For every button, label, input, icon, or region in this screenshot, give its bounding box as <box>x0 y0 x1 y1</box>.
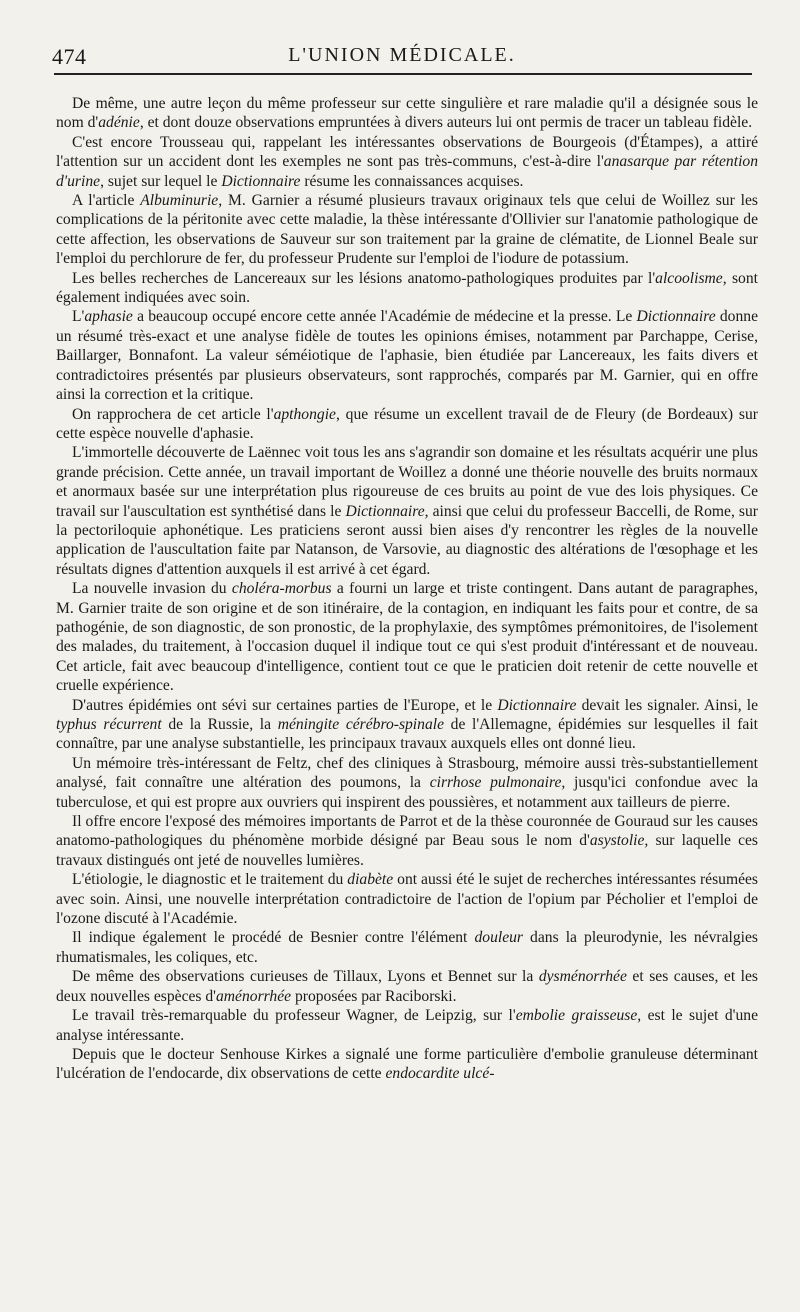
italic-term: Dictionnaire, <box>345 502 429 520</box>
italic-term: asystolie, <box>589 832 649 850</box>
text-run: est le sujet d'une analyse intéressante. <box>56 1007 758 1044</box>
text-run: donne un résumé très-exact et une analyse fidèle de toutes les opinions émises, notamment par Parchappe, Cerise, Baillarger, Bonnafont. La valeur séméiotique de l'aphasie, bien étudiée par Lancereaux, les faits divers et contradictoires présentés par plusieurs observateurs, sont rapprochés, comparés par M. Garnier, qui en offre ainsi la correction et la critique. <box>56 308 758 404</box>
text-run: De même des observations curieuses de Tillaux, Lyons et Bennet sur la <box>72 968 539 986</box>
italic-term: diabète <box>347 871 394 889</box>
text-run: , et dont douze observations empruntées à divers auteurs lui ont permis de tracer un tableau fidèle. <box>139 114 753 132</box>
paragraph <box>56 754 758 812</box>
paragraph <box>56 133 758 191</box>
text-run: , sujet sur lequel le <box>100 172 222 190</box>
italic-term: méningite cérébro-spinale <box>277 716 444 733</box>
italic-term: choléra-morbus <box>231 580 332 598</box>
text-run: Il offre encore l'exposé des mémoires importants de Parrot et de la thèse couronnée de Gouraud sur les causes anatomo-pathologiques du phénomène morbide désigné par Beau sous le nom d' <box>56 813 758 850</box>
italic-term: aménorrhée <box>216 987 292 1005</box>
text-run: ainsi que celui du professeur Baccelli, de Rome, sur la pectoriloquie aphonétique. Les praticiens seront aussi bien aises d'y rencontrer les règles de la nouvelle application de l'auscultation faite par Natanson, de Varsovie, au diagnostic des altérations de l'œsophage et les résultats dignes d'attention auxquels il est arrivé à cet égard. <box>56 502 758 578</box>
paragraph <box>56 405 758 444</box>
text-run: Le travail très-remarquable du professeur Wagner, de Leipzig, sur l' <box>72 1007 516 1025</box>
journal-title: L'UNION MÉDICALE. <box>288 44 516 66</box>
paragraph <box>56 269 758 308</box>
text-run: , M. Garnier a résumé plusieurs travaux originaux tels que celui de Woillez sur les complications de la péritonite avec cette maladie, la thèse intéressante d'Ollivier sur l'anatomie pathologique de cette affection, les observations de Sauveur sur son traitement par la graine de clématite, de Lionnel Beale sur l'emploi du perchlorure de fer, du professeur Prudente sur l'emploi de l'iodure de potassium. <box>56 192 758 268</box>
text-run: Les belles recherches de Lancereaux sur les lésions anatomo-pathologiques produites par l' <box>72 269 656 287</box>
italic-term: alcoolisme, <box>655 269 727 287</box>
text-run: a fourni un large et triste contingent. Dans autant de paragraphes, M. Garnier traite de son origine et de son itinéraire, de la contagion, en indiquant les faits pour et contre, de sa pathogénie, de son diagnostic, de son pronostic, de la prophylaxie, des symptômes prémonitoires, de l'isolement des malades, du traitement, à l'occasion duquel il indique tout ce qui s'est produit d'intéressant et de nouveau. Cet article, fait avec beaucoup d'intelligence, contient tout ce que le praticien doit retenir de cette nouvelle et cruelle expérience. <box>56 580 758 695</box>
italic-term: Albuminurie <box>140 192 219 210</box>
text-run: Il indique également le procédé de Besnier contre l'élément <box>72 929 475 947</box>
paragraph <box>56 812 758 870</box>
article-body <box>56 94 758 1084</box>
paragraph <box>56 94 758 133</box>
text-run: résume les connaissances acquises. <box>300 172 524 190</box>
text-run: jusqu'ici confondue avec la tuberculose, et qui est propre aux ouvriers qui inspirent des poussières, et notamment aux tailleurs de pierre. <box>56 774 759 811</box>
text-run: dans la pleurodynie, les névralgies rhumatismales, les coliques, etc. <box>56 929 758 966</box>
italic-term: embolie graisseuse, <box>515 1007 642 1025</box>
italic-term: endocardite ulcé- <box>385 1065 495 1083</box>
text-run: proposées par Raciborski. <box>291 987 457 1005</box>
text-run: ont aussi été le sujet de recherches intéressantes résumées avec soin. Ainsi, une nouvelle interprétation contradictoire de l'action de l'opium par Pécholier et l'emploi de l'ozone discuté à l'Académie. <box>56 871 759 928</box>
paragraph <box>56 443 758 579</box>
italic-term: anasarque par rétention d'urine <box>56 153 758 190</box>
page-number: 474 <box>52 44 87 69</box>
italic-term: typhus récurrent <box>56 716 162 733</box>
italic-term: douleur <box>474 929 523 947</box>
text-run: La nouvelle invasion du <box>72 580 232 598</box>
paragraph <box>56 1045 758 1084</box>
text-run: De même, une autre leçon du même professeur sur cette singulière et rare maladie qu'il a désignée sous le nom d' <box>56 95 758 132</box>
text-run: A l'article <box>72 192 141 210</box>
paragraph <box>56 191 758 269</box>
paragraph <box>56 967 758 1006</box>
text-run: a beaucoup occupé encore cette année l'Académie de médecine et la presse. Le <box>132 308 637 326</box>
paragraph <box>56 870 758 928</box>
text-run: D'autres épidémies ont sévi sur certaines parties de l'Europe, et le <box>72 696 498 714</box>
text-run: de l'Allemagne, épidémies sur lesquelles il fait connaître, par une analyse substantielle, les principaux travaux auxquels elles ont donné lieu. <box>56 716 758 753</box>
text-run: sur laquelle ces travaux distingués ont jeté de nouvelles lumières. <box>56 832 758 869</box>
text-run: de la Russie, la <box>161 716 278 733</box>
text-run: Un mémoire très-intéressant de Feltz, chef des cliniques à Strasbourg, mémoire aussi très-substantiellement analysé, fait connaître une altération des poumons, la <box>56 754 758 792</box>
paragraph <box>56 307 758 404</box>
italic-term: aphasie <box>84 308 133 326</box>
text-run: On rapprochera de cet article l' <box>72 405 274 423</box>
italic-term: adénie <box>98 114 140 132</box>
text-run: L' <box>72 308 85 326</box>
italic-term: cirrhose pulmonaire, <box>429 774 566 792</box>
text-run: Depuis que le docteur Senhouse Kirkes a signalé une forme particulière d'embolie granuleuse déterminant l'ulcération de l'endocarde, dix observations de cette <box>56 1045 758 1083</box>
text-run: sont également indiquées avec soin. <box>56 269 758 307</box>
text-run: et ses causes, et les deux nouvelles espèces d' <box>56 968 758 1005</box>
text-run: L'immortelle découverte de Laënnec voit tous les ans s'agrandir son domaine et les résultats acquérir une plus grande précision. Cette année, un travail important de Woillez a donné une théorie nouvelle des bruits normaux et anormaux basée sur une interprétation plus rigoureuse de ces bruits au point de vue des lois physiques. Ce travail sur l'auscultation est synthétisé dans le <box>56 444 758 520</box>
italic-term: Dictionnaire <box>497 696 577 714</box>
header-rule <box>54 73 752 75</box>
paragraph <box>56 579 758 695</box>
running-head <box>52 38 752 68</box>
text-run: , que résume un excellent travail de de Fleury (de Bordeaux) sur cette espèce nouvelle d'aphasie. <box>56 405 758 442</box>
paragraph <box>56 1006 758 1045</box>
text-run: L'étiologie, le diagnostic et le traitement du <box>72 871 348 889</box>
italic-term: Dictionnaire <box>221 172 301 190</box>
text-run: C'est encore Trousseau qui, rappelant les intéressantes observations de Bourgeois (d'Étampes), a attiré l'attention sur un accident dont les exemples ne sont pas très-communs, c'est-à-dire l' <box>56 133 758 171</box>
text-run: devait les signaler. Ainsi, le <box>576 696 759 714</box>
paragraph <box>56 696 758 754</box>
paragraph <box>56 928 758 967</box>
italic-term: apthongie <box>273 405 336 423</box>
italic-term: dysménorrhée <box>538 968 627 986</box>
italic-term: Dictionnaire <box>636 308 716 326</box>
